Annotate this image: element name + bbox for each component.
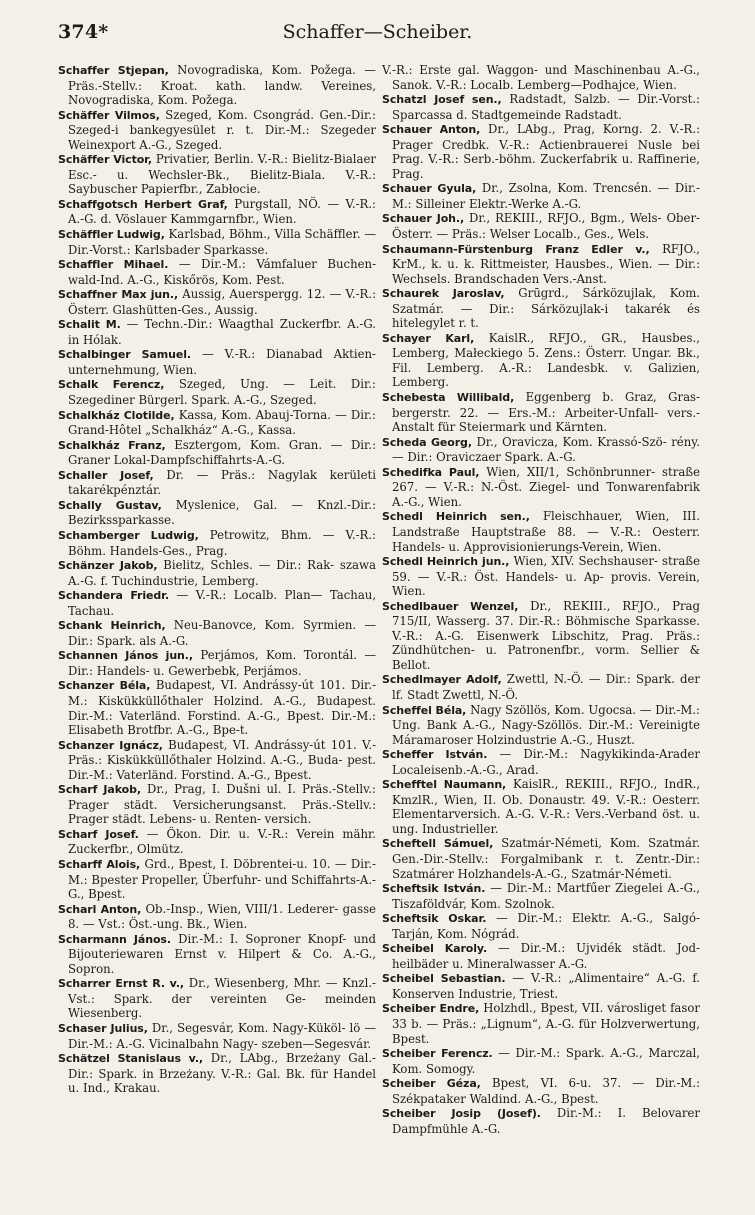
entry-text: KrM., k. u. k. Rittmeister, Hausbes., Wien. [392, 257, 653, 272]
entry-name: Schamberger Ludwig, [58, 528, 199, 542]
entry-text: A.-G., Sopron. [68, 947, 376, 976]
entry-text: Dr., REKIII., RFJO., Prag [530, 598, 700, 613]
entry-text: Dr. — Präs.: Nagylak kerületi [166, 467, 376, 482]
directory-entry [58, 618, 376, 648]
entry-name: Schauer Gyula, [382, 182, 477, 196]
entry-name: Schally Gustav, [58, 498, 162, 512]
directory-entry [58, 108, 376, 153]
directory-entry [58, 1051, 376, 1096]
directory-entry [58, 976, 376, 1021]
entry-name: Schalit M. [58, 318, 121, 332]
directory-entry [58, 63, 376, 108]
entry-name: Schalkház Clotilde, [58, 408, 175, 422]
entry-text: Budapest, VI. Andrássy-út 101. [168, 737, 357, 752]
entry-name: Schanzer Ignácz, [58, 738, 163, 752]
directory-entry [382, 1106, 700, 1136]
directory-entry [58, 1021, 376, 1051]
entry-text: — Dir.: Spark. als A.-G. [68, 618, 376, 648]
entry-text: Gen.-Dir.: Szeged-i bankegyesület r. t. [68, 107, 376, 138]
directory-entry [382, 509, 700, 554]
directory-entry [382, 390, 700, 435]
entry-name: Schäffler Ludwig, [58, 228, 165, 242]
entry-text: A.-G., Huszt. [560, 732, 635, 747]
entry-text: V.-R.: Actienbrauerei Nusle bei Prag. [392, 137, 700, 167]
entry-text: Dir.-M.: Bpester Propeller, Überfuhr- und [68, 856, 376, 887]
entry-text: Dr., Oravicza, Kom. Krassó-Szö- [476, 434, 667, 449]
entry-text: Aussig, Auerspergg. 12. — [182, 287, 342, 302]
directory-entry [58, 468, 376, 498]
directory-entry [382, 836, 700, 881]
entry-text: lö — Dir.-M.: A.-G. Vicinalbahn Nagy- [68, 1021, 377, 1051]
directory-entry [58, 257, 376, 287]
entry-name: Schäffer Victor, [58, 153, 152, 167]
entry-text: Zwettl, N.-Ö. — Dir.: Spark. [506, 672, 675, 687]
entry-text: — Ökon. Dir. u. V.-R.: Verein [146, 826, 335, 841]
entry-text: KaislR., RFJO., GR., Hausbes., [488, 330, 700, 345]
entry-name: Schedl Heinrich sen., [382, 510, 530, 524]
entry-text: Gen.-Dir.-Stellv.: Forgalmibank r. t. [392, 851, 624, 866]
entry-text: Novogradiska, Kom. Požega. [68, 93, 238, 108]
directory-entry [58, 317, 376, 347]
entry-text: Dir.-M.: Kiskükküllőthaler Holzind. A.-G., [68, 678, 377, 708]
entry-text: Radstadt, Salzb. — Dir.-Vorst.: [509, 92, 700, 107]
entry-name: Schaumann-Fürstenburg Franz Edler v., [382, 242, 650, 256]
directory-entry [382, 1046, 700, 1076]
entry-name: Scharmann János. [58, 932, 171, 946]
entry-text: V.-R.: A.-G. Eisenwerk Libschitz, Prag. [392, 628, 654, 643]
entry-text: Purgstall, NÖ. — [234, 196, 340, 211]
entry-text: Kassa. [257, 423, 296, 438]
entry-text: Bielitz, Schles. — Dir.: Rak- [163, 558, 335, 573]
entry-text: Myslenice, Gal. — Knzl.-Dir.: [175, 497, 377, 512]
entry-text: V.-R.: A.-G. d. Vöslauer Kammgarnfbr., Wien. [68, 196, 376, 227]
entry-text: Szatmár-Németi. [571, 866, 672, 881]
entry-text: V.-R.: Localb. Lemberg—Podhajce, Wien. [436, 77, 677, 92]
entry-name: Schedifka Paul, [382, 465, 480, 479]
entry-text: Dr., Wiesenberg, Mhr. [188, 976, 321, 991]
entry-text: — Knzl.-Vst.: Spark. der vereinten Ge- [68, 976, 376, 1006]
directory-entry [382, 92, 700, 122]
directory-entry [382, 122, 700, 181]
entry-name: Schedlmayer Adolf, [382, 673, 502, 687]
entry-text: Grd., Bpest, I. Döbrentei-u. 10. — [144, 856, 347, 871]
directory-entry [382, 777, 700, 836]
entry-text: — Dir.-M.: Martfűer Ziegelei [490, 881, 663, 896]
entry-text: Dr., LAbg., Brzeżany Gal.- [210, 1051, 377, 1066]
entry-text: Präs.-Stellv.: Prager städt. Versicherungsanst. [68, 782, 376, 812]
directory-entry [58, 347, 376, 377]
entry-text: Zens.: Österr. Ungar. Bk., Fil. Lemberg. [392, 346, 701, 375]
entry-text: rény. — Dir.: Oraviczaer Spark. A.-G. [392, 434, 700, 465]
entry-text: Wien, XIV. Sechshauser- [513, 554, 658, 569]
entry-text: V.-R.: Gal. Bk. für Handel u. Ind., Krakau. [68, 1066, 377, 1096]
directory-entry [382, 181, 700, 211]
entry-name: Schauer Anton, [382, 123, 481, 137]
entry-name: Schedlbauer Wenzel, [382, 599, 519, 613]
entry-text: hitelegylet r. t. [392, 316, 479, 331]
entry-text: Marczal, Kom. Somogy. [392, 1046, 701, 1076]
entry-text: Grūgrd., Sárközujlak, Kom. [518, 286, 701, 301]
directory-entry [382, 465, 700, 510]
entry-text: unternehmung, Wien. [68, 362, 197, 377]
entry-text: Dr., REKIII., RFJO., Bgm., Wels- [469, 211, 662, 226]
entry-name: Schaffer Stjepan, [58, 64, 169, 77]
directory-entry [58, 932, 376, 977]
entry-text: Dr., Prag, I. Dušni ul. I. [147, 782, 296, 797]
entry-name: Scheftsik István. [382, 882, 486, 896]
directory-entry [58, 227, 376, 257]
entry-name: Schannen János jun., [58, 649, 193, 663]
entry-text: Ges., Wels. [584, 227, 650, 242]
entry-text: Bpest, VI. 6-u. 37. — Dir.-M.: [492, 1076, 701, 1091]
directory-entry [382, 971, 700, 1001]
entry-text: Präs.-Stellv.: Kroat. kath. landw. Vereines, [68, 78, 376, 93]
entry-text: Fleischhauer, Wien, III. [542, 509, 701, 524]
entry-text: Novogradiska, Kom. Požega. — [177, 63, 376, 77]
entry-text: bergerstr. 22. — Ers.-M.: Arbeiter-Unfall- [392, 405, 659, 420]
entry-name: Schaller Josef, [58, 468, 154, 482]
entry-text: Petrowitz, Bhm. — V.-R.: [209, 527, 376, 542]
entry-name: Schaser Julius, [58, 1022, 148, 1035]
directory-entry [382, 435, 700, 465]
entry-text: V.-R.: Prager Credbk. [392, 122, 701, 152]
entry-name: Scharrer Ernst R. v., [58, 977, 184, 991]
entry-text: Privatier, Berlin. [155, 152, 254, 167]
entry-text: Szeged, Kom. Csongrád. [165, 107, 314, 122]
entry-text: Szegediner Bürgerl. Spark. A.-G., Szeged. [68, 393, 317, 408]
entry-text: Szeged, Ung. — Leit. Dir.: [178, 377, 376, 392]
entry-text: V.-R.: Oesterr. Elementarversich. A.-G. [392, 792, 700, 822]
directory-entry [382, 881, 700, 911]
entry-name: Scharff Alois, [58, 857, 141, 871]
entry-text: Dr., Zsolna, Kom. Trencsén. — [481, 181, 670, 196]
entry-text: — Dir.-M.: Nagykikinda-Arader [499, 747, 701, 762]
entry-text: KaislR., REKIII., RFJO., [512, 777, 658, 792]
entry-text: — Dir.: Grand-Hôtel „Schalkház“ A.-G., [68, 407, 376, 438]
entry-text: Ob.-Insp., Wien, VIII/1. Lederer- [145, 901, 339, 916]
entry-text: — Dir.-M.: Spark. A.-G., [498, 1046, 643, 1061]
entry-text: straße 59. — V.-R.: Öst. Handels- u. Ap- [392, 554, 701, 584]
entry-text: Nagy Szöllös, Kom. Ugocsa. — [470, 702, 652, 717]
entry-text: V.-R.: Erste gal. Waggon- und Maschinenbau [382, 63, 661, 77]
entry-name: Scheftsik Oskar. [382, 912, 487, 926]
directory-entry [58, 287, 376, 317]
entry-text: Dir.-M.: Vaterländ. Forstind. A.-G., Bpest. [68, 708, 325, 723]
directory-entry [58, 197, 376, 227]
directory-entry [58, 377, 376, 407]
directory-entry [58, 558, 376, 588]
entry-text: Dir.-M.: Elisabeth Brotfbr. A.-G., Bpe-t. [68, 708, 376, 738]
directory-entry [58, 528, 376, 558]
entry-text: V.-R.: Österr. Glashütten-Ges., Aussig. [68, 287, 377, 317]
entry-text: Sellier & Bellot. [392, 643, 700, 672]
entry-name: Scheibel Karoly. [382, 942, 488, 956]
running-head: Schaffer—Scheiber. [282, 21, 473, 43]
entry-text: Neu-Banovce, Kom. Syrmien. [173, 618, 357, 633]
entry-name: Scharf Josef. [58, 827, 139, 841]
entry-text: V.-R.: Serb.-böhm. Zuckerfabrik u. Raffinerie, [428, 152, 701, 167]
entry-name: Scheda Georg, [382, 435, 472, 449]
entry-name: Schäffer Vilmos, [58, 108, 160, 122]
entry-text: Székpataker Waldind. A.-G., Bpest. [392, 1091, 599, 1106]
entry-text: Dir.-M.: Vaterländ. Forstind. A.-G., Bpest. [68, 767, 312, 782]
entry-text: — Dir.-Vorst.: Karlsbader Sparkasse. [68, 227, 376, 257]
entry-text: Dr., LAbg., Prag, Korng. 2. [488, 122, 662, 137]
entry-text: Wien, XII/1, Schönbrunner- [486, 464, 656, 479]
entry-text: szeben—Segesvár. [261, 1036, 372, 1051]
entry-text: Dir.-M.: Silleiner Elektr.-Werke A.-G. [392, 181, 700, 211]
entry-text: der lf. Stadt Zwettl, N.-Ö. [392, 672, 701, 702]
entry-text: RFJO., [662, 241, 700, 256]
entry-name: Schebesta Willibald, [382, 391, 515, 405]
entry-text: — Techn.-Dir.: Waagthal Zuckerfbr. [126, 317, 342, 332]
entry-text: IndR., KmzlR., Wien, II. Ob. Donaustr. 49. [392, 777, 701, 807]
entry-text: meinden Wiesenberg. [68, 991, 377, 1021]
directory-entry [382, 331, 700, 390]
entry-text: Dir.-R.: Böhmische Sparkasse. [518, 614, 701, 629]
entry-name: Scharf Jakob, [58, 783, 141, 797]
entry-name: Scheiber Endre, [382, 1002, 480, 1016]
entry-text: Localeisenb.-A.-G., Arad. [392, 762, 539, 777]
directory-entry [382, 554, 700, 599]
entry-name: Schank Heinrich, [58, 619, 166, 633]
directory-entry [382, 1001, 700, 1046]
entry-name: Scheibel Sebastian. [382, 972, 506, 986]
entry-name: Scheffer István. [382, 748, 488, 762]
entry-text: vers.-Anstalt für Steiermark und Kärnten. [392, 405, 700, 435]
entry-text: Budapest, VI. Andrássy-út 101. [155, 678, 346, 693]
entry-text: Dir.-M.: Szegeder Weinexport A.-G., Szeged. [68, 123, 376, 152]
entry-text: Tachau, Tachau. [68, 588, 377, 618]
directory-entry [58, 738, 376, 783]
entry-text: fasor 33 b. — Präs.: „Lignum“, A.-G. für [392, 1001, 700, 1031]
entry-text: takarékpénztár. [68, 483, 162, 498]
entry-text: Präs.-Stellv.: Prager städt. Lebens- u. Renten- [68, 797, 377, 827]
entry-text: und Bijouteriewaren Ernst v. Hilpert & Co. [68, 931, 377, 962]
directory-entry [382, 672, 700, 702]
directory-entry [58, 438, 376, 468]
right-column [382, 63, 700, 1136]
entry-text: wald-Ind. A.-G., Kiskőrös, Kom. Pest. [68, 272, 285, 287]
entry-text: Dir.: Spark. in Brzeżany. [68, 1066, 216, 1081]
entry-text: Schiffahrts-A.-G., Bpest. [68, 872, 376, 902]
entry-text: — Dir.: Wechsels. Brandschaden Vers.-Anst. [392, 257, 701, 286]
directory-entry [58, 648, 376, 678]
entry-text: Dir.-M.: I. Soproner Knopf- [178, 931, 347, 946]
directory-entry [58, 857, 376, 902]
entry-name: Schandera Friedr. [58, 589, 170, 603]
entry-name: Schaffgotsch Herbert Graf, [58, 197, 228, 211]
entry-text: Dir.-M.: Vereinigte Máramaroser Holzindustrie [392, 718, 701, 747]
entry-text: Zentr.-Dir.: Szatmárer Holzhandels-A.-G., [392, 851, 701, 881]
entry-text: Handels- u. Approvisionierungs-Verein, Wien. [392, 539, 662, 554]
directory-entry [58, 902, 376, 932]
entry-text: Karlsbad, Böhm., Villa Schäffler. [168, 227, 361, 242]
directory-entry [382, 63, 700, 92]
entry-text: Salgó-Tarján, Kom. Nógrád. [392, 911, 700, 941]
entry-text: Bezirkssparkasse. [68, 513, 175, 528]
entry-text: Esztergom, Kom. Gran. — Dir.: [174, 437, 377, 452]
entry-name: Schefftel Naumann, [382, 778, 507, 792]
entry-text: straße 267. — V.-R.: N.-Öst. Ziegel- und [392, 464, 701, 495]
directory-entry [382, 941, 700, 971]
entry-name: Scheiber Ferencz. [382, 1047, 493, 1061]
entry-text: Sparcassa d. Stadtgemeinde Radstadt. [392, 107, 622, 122]
directory-entry [382, 747, 700, 777]
entry-name: Scharl Anton, [58, 902, 142, 916]
entry-text: — V.-R.: Dianabad Aktien- [201, 347, 377, 362]
entry-name: Schauer Joh., [382, 212, 465, 226]
directory-entry [58, 588, 376, 618]
entry-text: szawa A.-G. f. Tuchindustrie, Lemberg. [68, 558, 377, 588]
directory-entry [382, 703, 700, 748]
entry-name: Schaffler Mihael. [58, 258, 169, 272]
entry-text: Ober-Österr. — Präs.: Welser Localb., [392, 211, 700, 242]
entry-text: A.-G., Tiszaföldvár, Kom. Szolnok. [392, 881, 701, 911]
entry-text: — Dir.-M.: Elektr. A.-G., [496, 911, 654, 926]
entry-name: Scheffel Béla, [382, 703, 467, 717]
directory-entry [382, 242, 700, 287]
entry-text: pest. [347, 753, 377, 768]
entry-text: — Dir.-M.: Vámfaluer Buchen- [178, 257, 377, 272]
entry-name: Schanzer Béla, [58, 679, 151, 693]
entry-name: Schayer Karl, [382, 331, 475, 345]
entry-name: Schänzer Jakob, [58, 559, 158, 573]
directory-entry [382, 599, 700, 673]
directory-entry [58, 678, 376, 737]
page-number: 374* [58, 21, 109, 43]
directory-entry [58, 498, 376, 528]
directory-entry [382, 286, 700, 331]
entry-text: Szatmár-Németi, Kom. Szatmár. [501, 836, 700, 851]
entry-text: mähr. Zuckerfbr., Olmütz. [68, 826, 377, 857]
entry-text: Präs.: Zündhütchen- u. Patronenfbr., vorm. [392, 628, 701, 658]
entry-text: 715/II, Wasserg. 37. [392, 614, 514, 629]
entry-text: Eggenberg b. Graz, Gras- [525, 390, 700, 405]
entry-text: Perjámos, Kom. Torontál. [200, 648, 357, 663]
entry-text: Tonwarenfabrik A.-G., Wien. [392, 480, 700, 509]
entry-name: Scheiber Géza, [382, 1077, 481, 1091]
entry-name: Schaurek Jaroslav, [382, 287, 505, 301]
directory-entry [382, 1076, 700, 1106]
entry-text: gasse 8. — Vst.: Öst.-ung. Bk., Wien. [68, 901, 376, 932]
entry-name: Schätzel Stanislaus v., [58, 1052, 204, 1066]
entry-text: Böhm. Handels-Ges., Prag. [68, 543, 228, 558]
entry-text: A.-G. in Hólak. [68, 317, 377, 347]
entry-text: A.-G. f. Konserven Industrie, Triest. [392, 971, 700, 1001]
entry-text: — V.-R.: Localb. Plan— [176, 588, 323, 603]
entry-name: Schalkház Franz, [58, 438, 166, 452]
entry-name: Scheftell Sámuel, [382, 837, 494, 851]
entry-name: Schedl Heinrich jun., [382, 555, 510, 569]
directory-entry [382, 211, 700, 241]
directory-entry [58, 152, 376, 197]
entry-text: Holzhdl., Bpest, VII. városliget [483, 1001, 667, 1016]
entry-text: Prag. [392, 166, 424, 181]
directory-entry [58, 408, 376, 438]
entry-text: — Dir.: Handels- u. Gewerbebk, Perjámos. [68, 648, 377, 678]
entry-text: — Dir.-M.: Ujvidék städt. Jod- [497, 941, 700, 956]
entry-text: heilbäder u. Mineralwasser A.-G. [392, 956, 588, 971]
entry-text: V.-R.: Vers.-Verband öst. u. ung. Industrieller. [392, 807, 700, 836]
entry-text: Budapest. [316, 693, 376, 708]
entry-name: Schaffner Max jun., [58, 288, 179, 302]
entry-text: Graner Lokal-Dampfschiffahrts-A.-G. [68, 453, 285, 468]
directory-entry [58, 782, 376, 827]
entry-text: Dir.-M.: I. Belovarer Dampfmühle A.-G. [392, 1106, 700, 1136]
entry-text: Bielitz-Biala. [250, 167, 326, 182]
entry-name: Schatzl Josef sen., [382, 93, 502, 107]
entry-text: Landstraße Hauptstraße 88. — V.-R.: Oesterr. [392, 524, 700, 539]
entry-text: V.-R.: Bielitz-Bialaer Esc.- u. Wechsler-Bk., [68, 152, 377, 182]
entry-text: versich. [264, 812, 312, 827]
entry-text: A.-R.: Landesbk. v. Galizien, Lemberg. [392, 360, 700, 390]
entry-text: — V.-R.: „Alimentaire“ [512, 971, 650, 986]
directory-entry [58, 827, 376, 857]
left-column [58, 63, 376, 1096]
entry-text: Lemberg, Małeckiego 5. [392, 346, 540, 361]
directory-entry [382, 911, 700, 941]
entry-text: Kassa, Kom. Abauj-Torna. [178, 407, 331, 422]
entry-text: V.-R.: Saybuscher Papierfbr., Zabłocie. [68, 167, 377, 197]
entry-text: Dir.-M.: Ung. Bank A.-G., Nagy-Szöllös. [392, 702, 700, 733]
entry-name: Scheiber Josip (Josef). [382, 1107, 541, 1121]
entry-text: A.-G., Sanok. [392, 63, 701, 92]
entry-name: Schalbinger Samuel. [58, 348, 191, 362]
entry-name: Schalk Ferencz, [58, 378, 165, 392]
entry-text: V.-Präs.: Kiskükküllőthaler Holzind. A.-G., Buda- [68, 737, 377, 768]
entry-text: provis. Verein, Wien. [392, 569, 701, 599]
entry-text: Holzverwertung, Bpest. [392, 1017, 700, 1046]
entry-text: Szatmár. — Dir.: Sárközujlak-i takarék és [392, 301, 700, 316]
entry-text: Dr., Segesvár, Kom. Nagy-Küköl- [151, 1021, 346, 1035]
